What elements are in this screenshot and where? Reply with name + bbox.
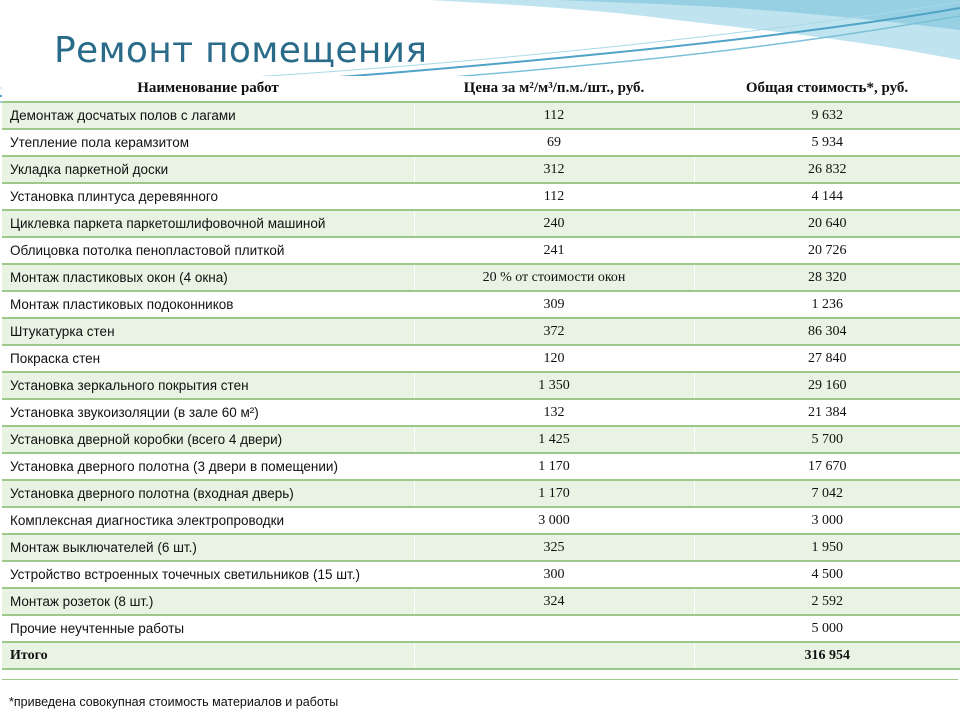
total-row xyxy=(2,642,960,669)
total-cost-cell: 20 726 xyxy=(694,237,960,264)
total-cost-cell: 29 160 xyxy=(694,372,960,399)
total-cost-cell: 1 236 xyxy=(694,291,960,318)
unit-price-cell: 112 xyxy=(414,183,694,210)
work-name-cell: Утепление пола керамзитом xyxy=(2,129,414,156)
table-row xyxy=(2,561,960,588)
work-name-cell: Циклевка паркета паркетошлифовочной машиной xyxy=(2,210,414,237)
unit-price-cell: 325 xyxy=(414,534,694,561)
unit-price-cell: 372 xyxy=(414,318,694,345)
total-price-cell xyxy=(414,642,694,669)
unit-price-cell: 3 000 xyxy=(414,507,694,534)
work-name-cell: Монтаж выключателей (6 шт.) xyxy=(2,534,414,561)
header-unit-price: Цена за м²/м³/п.м./шт., руб. xyxy=(414,76,694,102)
slide-title: Ремонт помещения xyxy=(54,30,428,71)
unit-price-cell: 1 425 xyxy=(414,426,694,453)
footnote-box xyxy=(2,679,958,718)
table-row xyxy=(2,264,960,291)
table-row xyxy=(2,102,960,129)
unit-price-cell: 69 xyxy=(414,129,694,156)
total-cost-cell: 27 840 xyxy=(694,345,960,372)
unit-price-cell: 120 xyxy=(414,345,694,372)
table-row xyxy=(2,372,960,399)
work-name-cell: Установка зеркального покрытия стен xyxy=(2,372,414,399)
table-row xyxy=(2,129,960,156)
table-row xyxy=(2,615,960,642)
unit-price-cell: 241 xyxy=(414,237,694,264)
table-row xyxy=(2,453,960,480)
table-row xyxy=(2,291,960,318)
table-row xyxy=(2,399,960,426)
unit-price-cell: 324 xyxy=(414,588,694,615)
work-name-cell: Укладка паркетной доски xyxy=(2,156,414,183)
table-row xyxy=(2,507,960,534)
total-cost-cell: 17 670 xyxy=(694,453,960,480)
table-row xyxy=(2,426,960,453)
total-cost-cell: 5 934 xyxy=(694,129,960,156)
total-cost-cell: 20 640 xyxy=(694,210,960,237)
work-name-cell: Комплексная диагностика электропроводки xyxy=(2,507,414,534)
work-name-cell: Установка дверной коробки (всего 4 двери) xyxy=(2,426,414,453)
unit-price-cell: 112 xyxy=(414,102,694,129)
work-name-cell: Прочие неучтенные работы xyxy=(2,615,414,642)
total-cost-cell: 2 592 xyxy=(694,588,960,615)
total-cost-cell: 4 500 xyxy=(694,561,960,588)
works-table xyxy=(2,76,960,670)
unit-price-cell: 1 170 xyxy=(414,453,694,480)
total-cost-cell: 3 000 xyxy=(694,507,960,534)
header-total-cost: Общая стоимость*, руб. xyxy=(694,76,960,102)
work-name-cell: Облицовка потолка пенопластовой плиткой xyxy=(2,237,414,264)
table-row xyxy=(2,318,960,345)
total-cost-cell: 21 384 xyxy=(694,399,960,426)
table-row xyxy=(2,534,960,561)
work-name-cell: Устройство встроенных точечных светильников (15 шт.) xyxy=(2,561,414,588)
total-label-cell: Итого xyxy=(2,642,414,669)
unit-price-cell: 20 % от стоимости окон xyxy=(414,264,694,291)
table-row xyxy=(2,345,960,372)
work-name-cell: Монтаж пластиковых подоконников xyxy=(2,291,414,318)
total-cost-cell: 28 320 xyxy=(694,264,960,291)
table-row xyxy=(2,156,960,183)
work-name-cell: Установка звукоизоляции (в зале 60 м²) xyxy=(2,399,414,426)
work-name-cell: Покраска стен xyxy=(2,345,414,372)
work-name-cell: Штукатурка стен xyxy=(2,318,414,345)
table-row xyxy=(2,183,960,210)
work-name-cell: Демонтаж досчатых полов с лагами xyxy=(2,102,414,129)
table-row xyxy=(2,588,960,615)
table-header-row xyxy=(2,76,960,102)
total-cost-cell: 7 042 xyxy=(694,480,960,507)
unit-price-cell: 312 xyxy=(414,156,694,183)
unit-price-cell xyxy=(414,615,694,642)
unit-price-cell: 1 350 xyxy=(414,372,694,399)
total-cost-cell: 9 632 xyxy=(694,102,960,129)
table-row xyxy=(2,210,960,237)
unit-price-cell: 240 xyxy=(414,210,694,237)
total-cost-cell: 1 950 xyxy=(694,534,960,561)
unit-price-cell: 1 170 xyxy=(414,480,694,507)
work-name-cell: Установка плинтуса деревянного xyxy=(2,183,414,210)
table-row xyxy=(2,480,960,507)
total-cost-cell: 4 144 xyxy=(694,183,960,210)
work-name-cell: Монтаж розеток (8 шт.) xyxy=(2,588,414,615)
work-name-cell: Установка дверного полотна (3 двери в помещении) xyxy=(2,453,414,480)
work-name-cell: Монтаж пластиковых окон (4 окна) xyxy=(2,264,414,291)
total-cost-cell: 5 700 xyxy=(694,426,960,453)
unit-price-cell: 300 xyxy=(414,561,694,588)
table-row xyxy=(2,237,960,264)
unit-price-cell: 132 xyxy=(414,399,694,426)
footnote-text: *приведена совокупная стоимость материалов и работы xyxy=(9,695,339,709)
work-name-cell: Установка дверного полотна (входная дверь) xyxy=(2,480,414,507)
unit-price-cell: 309 xyxy=(414,291,694,318)
total-cost-cell: 5 000 xyxy=(694,615,960,642)
total-cost-cell: 86 304 xyxy=(694,318,960,345)
total-cost-cell: 26 832 xyxy=(694,156,960,183)
grand-total-cell: 316 954 xyxy=(694,642,960,669)
header-work-name: Наименование работ xyxy=(2,76,414,102)
